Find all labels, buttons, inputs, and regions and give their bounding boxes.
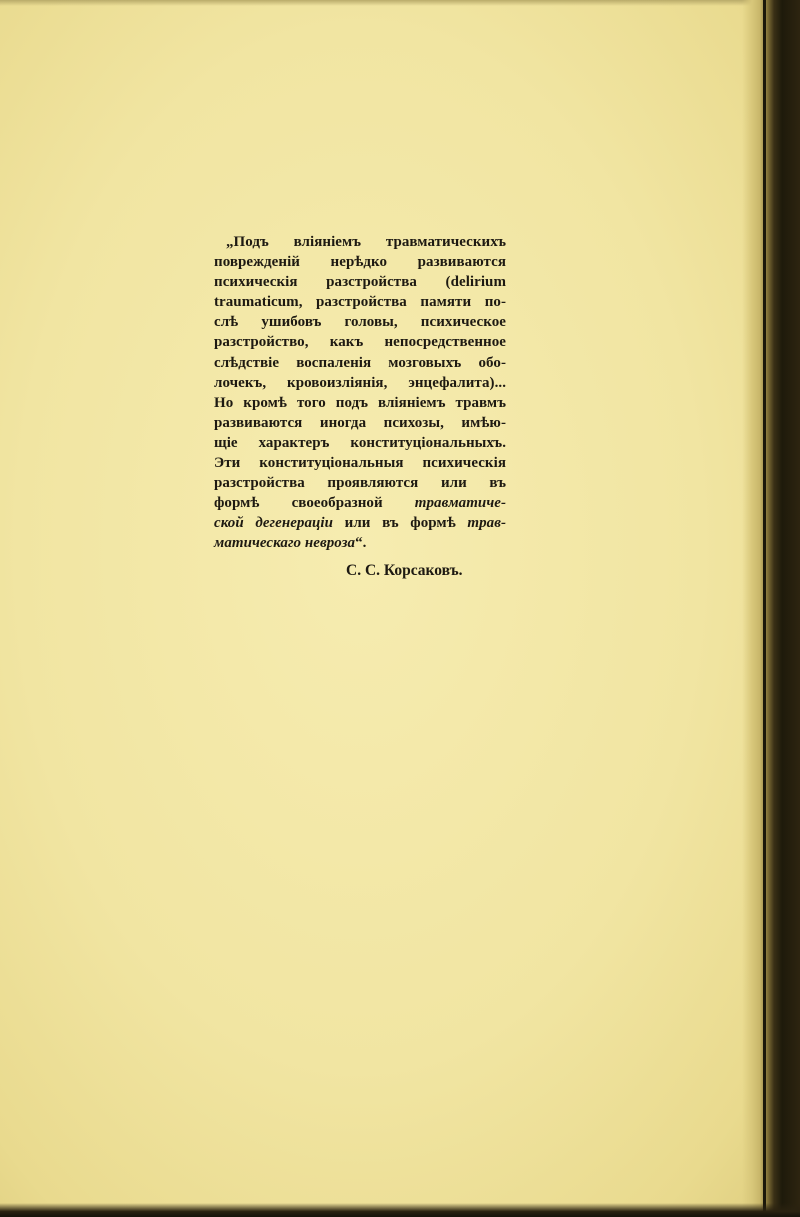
quote-line: психическія разстройства (delirium [214, 274, 506, 291]
gutter-shadow-line [763, 0, 766, 1217]
quote-italic-text: матическаго невроза [214, 535, 356, 552]
quote-line: разстройство, какъ непосредственное [214, 334, 506, 351]
page-bottom-edge [0, 1203, 800, 1217]
quote-line [214, 493, 506, 513]
quote-line: Но кромѣ того подъ вліяніемъ травмъ [214, 394, 506, 411]
quote-line: щіе характеръ конституціональныхъ. [214, 434, 506, 451]
quote-line: слѣ ушибовъ головы, психическое [214, 314, 506, 331]
quote-text: “. [355, 535, 367, 552]
page-top-edge [0, 0, 760, 6]
quote-line: traumaticum, разстройства памяти по- [214, 294, 506, 311]
book-spine-gutter [742, 0, 800, 1217]
quote-attribution: С. С. Корсаковъ. [346, 562, 463, 579]
quote-italic-text: ской дегенераціи [214, 515, 334, 532]
quote-line: „Подъ вліяніемъ травматическихъ [226, 234, 506, 250]
quote-line: разстройства проявляются или въ [214, 475, 506, 492]
quote-italic-text: травматиче- [414, 495, 506, 512]
quote-line: Эти конституціональныя психическія [214, 455, 506, 472]
quote-text: или въ формѣ [333, 515, 468, 532]
quote-text: формѣ своеобразной [214, 495, 415, 512]
quote-line: развиваются иногда психозы, имѣю- [214, 414, 506, 431]
quote-line: слѣдствіе воспаленія мозговыхъ обо- [214, 354, 506, 371]
epigraph-quote [214, 232, 506, 554]
quote-line: повреждeній нерѣдко развиваются [214, 254, 506, 271]
quote-italic-text: трав- [467, 515, 506, 532]
quote-line [214, 513, 506, 533]
quote-line: лочекъ, кровоизліянія, энцефалита)... [214, 374, 506, 391]
quote-line [214, 533, 506, 553]
